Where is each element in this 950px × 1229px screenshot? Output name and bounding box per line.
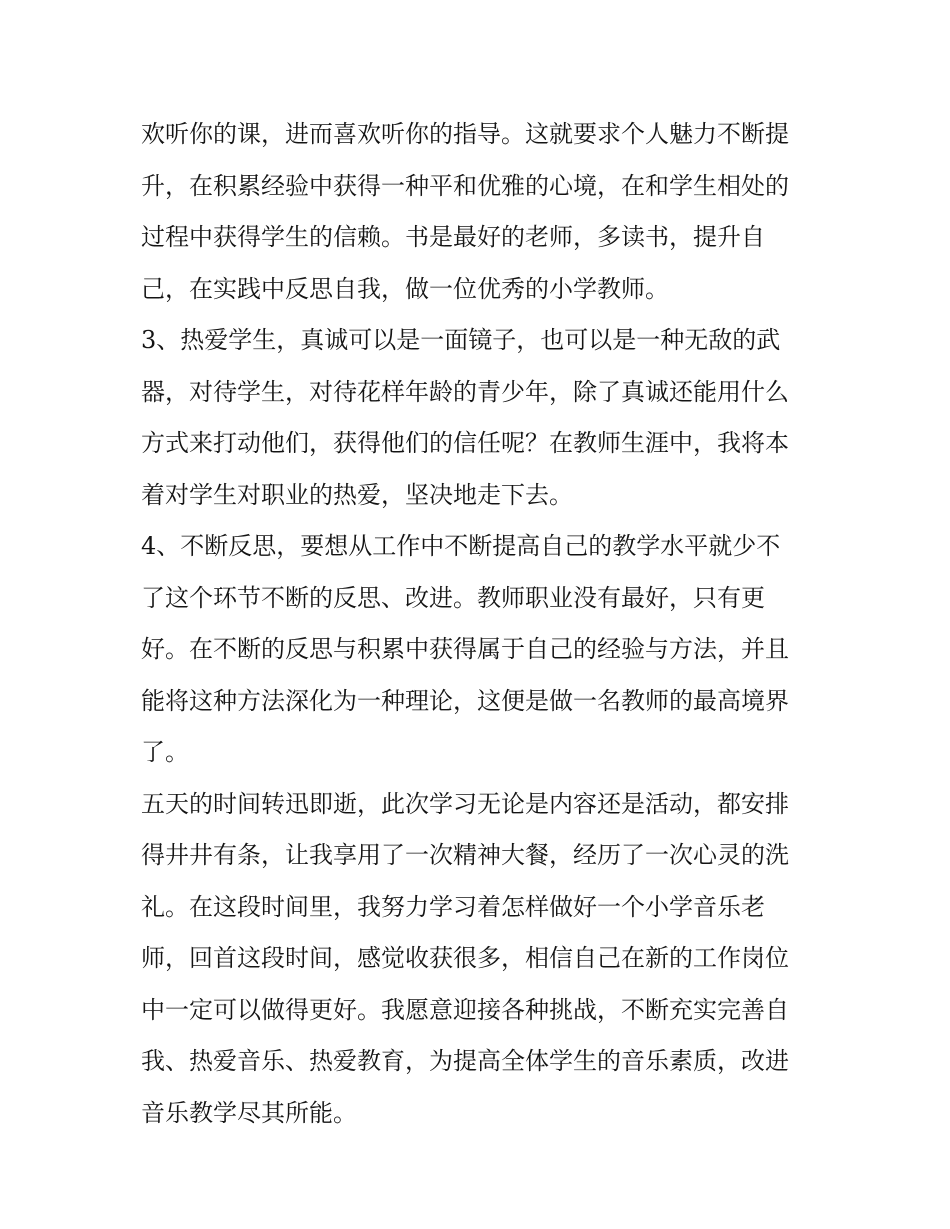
text-line: 能将这种方法深化为一种理论，这便是做一名教师的最高境界 xyxy=(141,686,789,715)
text-line: 3、热爱学生，真诚可以是一面镜子，也可以是一种无敌的武 xyxy=(141,326,781,354)
text-line: 师，回首这段时间，感觉收获很多，相信自己在新的工作岗位 xyxy=(141,944,789,972)
text-line: 好。在不断的反思与积累中获得属于自己的经验与方法，并且 xyxy=(141,635,789,663)
text-line: 了这个环节不断的反思、改进。教师职业没有最好，只有更 xyxy=(141,583,765,612)
text-line: 得井井有条，让我享用了一次精神大餐，经历了一次心灵的洗 xyxy=(141,841,789,869)
text-line: 己，在实践中反思自我，做一位优秀的小学教师。 xyxy=(141,274,669,303)
document-body-text xyxy=(141,109,821,1139)
text-line: 方式来打动他们，获得他们的信任呢？在教师生涯中，我将本 xyxy=(141,429,789,457)
text-line: 器，对待学生，对待花样年龄的青少年，除了真诚还能用什么 xyxy=(141,377,789,406)
text-line: 着对学生对职业的热爱，坚决地走下去。 xyxy=(141,480,573,509)
text-line: 了。 xyxy=(141,738,189,766)
text-line: 4、不断反思，要想从工作中不断提高自己的教学水平就少不 xyxy=(141,532,781,560)
text-line: 过程中获得学生的信赖。书是最好的老师，多读书，提升自 xyxy=(141,223,765,251)
text-line: 升，在积累经验中获得一种平和优雅的心境，在和学生相处的 xyxy=(141,171,789,200)
text-line: 我、热爱音乐、热爱教育，为提高全体学生的音乐素质，改进 xyxy=(141,1047,789,1075)
text-line: 礼。在这段时间里，我努力学习着怎样做好一个小学音乐老 xyxy=(141,892,765,921)
text-line: 欢听你的课，进而喜欢听你的指导。这就要求个人魅力不断提 xyxy=(141,120,789,148)
text-line: 五天的时间转迅即逝，此次学习无论是内容还是活动，都安排 xyxy=(141,789,789,818)
text-line: 音乐教学尽其所能。 xyxy=(141,1098,357,1127)
text-line: 中一定可以做得更好。我愿意迎接各种挑战，不断充实完善自 xyxy=(141,995,789,1024)
